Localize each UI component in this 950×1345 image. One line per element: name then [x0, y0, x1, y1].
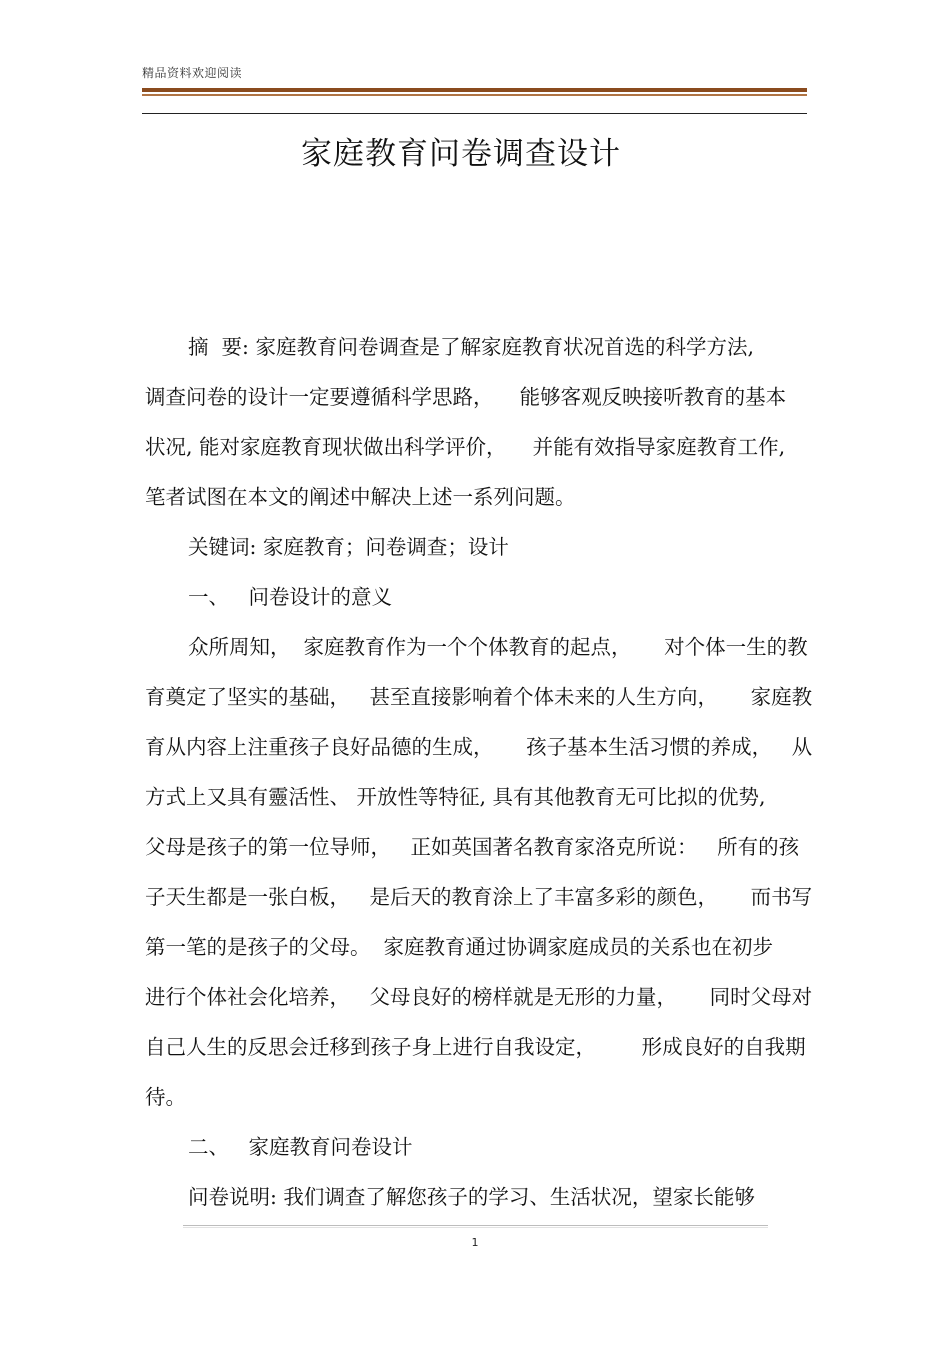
abstract-line-1: 摘 要: 家庭教育问卷调查是了解家庭教育状况首选的科学方法, — [188, 335, 754, 359]
footer-rule-shadow — [183, 1227, 768, 1228]
page-header-text: 精品资料欢迎阅读 — [142, 66, 243, 80]
abstract-line-4: 笔者试图在本文的阐述中解决上述一系列问题。 — [145, 485, 576, 509]
paragraph-line-1: 众所周知， 家庭教育作为一个个体教育的起点， 对个体一生的教 — [188, 635, 808, 659]
questionnaire-note-line: 问卷说明: 我们调查了解您孩子的学习、生活状况，望家长能够 — [188, 1185, 755, 1209]
header-rule-mid — [142, 94, 807, 96]
paragraph-line-9: 自己人生的反思会迁移到孩子身上进行自我设定， 形成良好的自我期 — [145, 1035, 806, 1059]
paragraph-line-10: 待。 — [145, 1085, 186, 1109]
paragraph-line-8: 进行个体社会化培养， 父母良好的榜样就是无形的力量， 同时父母对 — [145, 985, 813, 1009]
paragraph-line-2: 育奠定了坚实的基础， 甚至直接影响着个体未来的人生方向， 家庭教 — [145, 685, 813, 709]
paragraph-line-7: 第一笔的是孩子的父母。 家庭教育通过协调家庭成员的关系也在初步 — [145, 935, 774, 959]
header-rule-thin — [142, 113, 807, 114]
abstract-line-3: 状况, 能对家庭教育现状做出科学评价， 并能有效指导家庭教育工作, — [145, 435, 786, 459]
footer-rule — [183, 1225, 768, 1226]
paragraph-line-4: 方式上又具有靈活性、 开放性等特征, 具有其他教育无可比拟的优势, — [145, 785, 766, 809]
section-heading-1: 一、 问卷设计的意义 — [188, 585, 393, 609]
paragraph-line-6: 子天生都是一张白板， 是后天的教育涂上了丰富多彩的颜色， 而书写 — [145, 885, 813, 909]
keywords-line: 关键词: 家庭教育；问卷调查；设计 — [188, 535, 509, 559]
section-heading-2: 二、 家庭教育问卷设计 — [188, 1135, 413, 1159]
header-rule-thick — [142, 88, 807, 92]
abstract-line-2: 调查问卷的设计一定要遵循科学思路， 能够客观反映接听教育的基本 — [145, 385, 787, 409]
paragraph-line-3: 育从内容上注重孩子良好品德的生成， 孩子基本生活习惯的养成， 从 — [145, 735, 813, 759]
page-number: 1 — [471, 1236, 479, 1249]
document-title: 家庭教育问卷调查设计 — [301, 136, 621, 172]
paragraph-line-5: 父母是孩子的第一位导师， 正如英国著名教育家洛克所说： 所有的孩 — [145, 835, 800, 859]
document-body — [145, 322, 813, 1222]
